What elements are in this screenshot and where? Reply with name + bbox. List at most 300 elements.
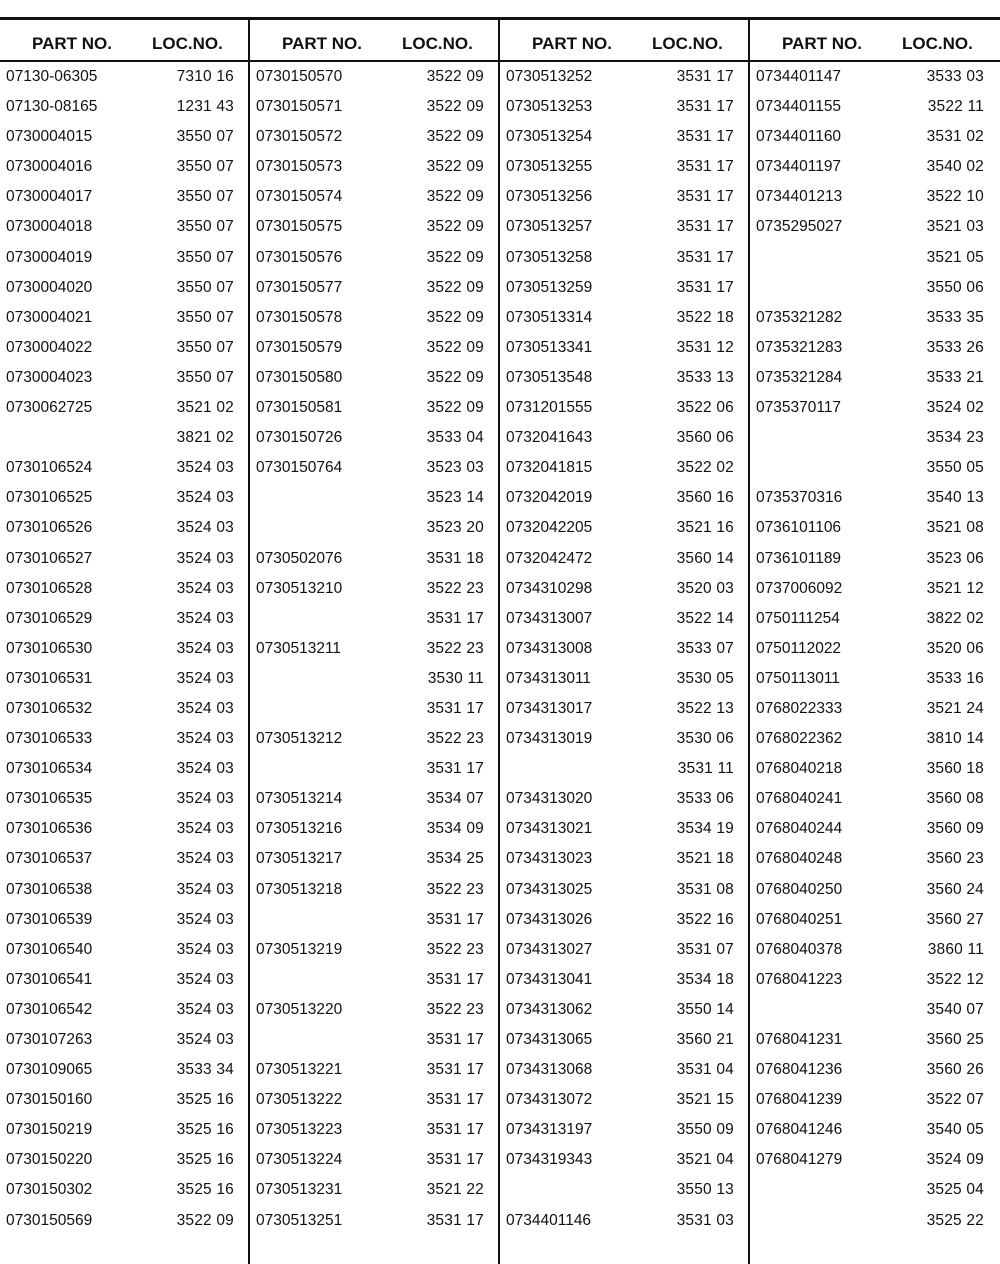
- table-column-4: [750, 0, 1000, 1264]
- part-number: 0730513253: [506, 98, 593, 116]
- location-number: 3522 09: [176, 1211, 234, 1229]
- part-number: 0768041246: [756, 1121, 843, 1139]
- location-number: 3522 23: [426, 1000, 484, 1018]
- location-number: 3522 09: [426, 308, 484, 326]
- part-number: 0730109065: [6, 1061, 93, 1079]
- part-number: 0734313011: [506, 669, 592, 687]
- location-number: 3522 23: [426, 880, 484, 898]
- location-number: 3560 18: [926, 760, 984, 778]
- table-row: [250, 154, 500, 184]
- table-row: [250, 546, 500, 576]
- part-number: 0734313019: [506, 730, 593, 748]
- part-number: 0735321282: [756, 308, 843, 326]
- location-number: 3540 05: [926, 1121, 984, 1139]
- table-row: [0, 877, 250, 907]
- part-number: 0736101106: [756, 519, 842, 537]
- part-number: 0730106541: [6, 970, 93, 988]
- part-number: 0730106537: [6, 850, 93, 868]
- location-number: 3531 12: [676, 338, 734, 356]
- part-number: 0734313041: [506, 970, 593, 988]
- table-row: [250, 214, 500, 244]
- table-row: [500, 395, 750, 425]
- table-row: [0, 154, 250, 184]
- part-number: 0768041223: [756, 970, 843, 988]
- table-row: [0, 696, 250, 726]
- table-row: [250, 1027, 500, 1057]
- location-number: 3531 04: [676, 1061, 734, 1079]
- table-row: [750, 937, 1000, 967]
- part-number: 0734401147: [756, 68, 842, 85]
- location-number: 3531 17: [426, 760, 484, 778]
- part-number: 0730513220: [256, 1000, 343, 1018]
- location-number: 3534 23: [926, 429, 984, 447]
- table-row: [750, 606, 1000, 636]
- part-number: 0750113011: [756, 669, 840, 687]
- part-number: 0768040251: [756, 910, 843, 928]
- table-row: [750, 1117, 1000, 1147]
- location-number: 3524 03: [176, 1000, 234, 1018]
- table-row: [250, 846, 500, 876]
- location-number: 1231 43: [176, 98, 234, 116]
- table-row: [250, 425, 500, 455]
- part-number: 0731201555: [506, 399, 593, 417]
- location-number: 3522 13: [676, 699, 734, 717]
- table-row: [0, 726, 250, 756]
- location-number: 3524 03: [176, 940, 234, 958]
- part-number: 0730150219: [6, 1121, 93, 1139]
- part-number: 0730106531: [6, 669, 93, 687]
- location-number: 3550 05: [926, 459, 984, 477]
- part-number: 0730513257: [506, 218, 593, 236]
- location-number: 3531 17: [426, 1121, 484, 1139]
- location-number: 3522 11: [927, 98, 984, 116]
- location-number: 3560 06: [676, 429, 734, 447]
- part-number: 0734313026: [506, 910, 593, 928]
- table-row: [500, 1177, 750, 1207]
- table-row: [750, 846, 1000, 876]
- location-number: 3550 07: [176, 248, 234, 266]
- table-row: [0, 786, 250, 816]
- location-number: 3524 03: [176, 910, 234, 928]
- location-number: 3522 09: [426, 158, 484, 176]
- location-number: 3540 13: [926, 489, 984, 507]
- part-number: 0734313023: [506, 850, 593, 868]
- location-number: 3525 16: [176, 1151, 234, 1169]
- table-row: [500, 816, 750, 846]
- part-number: 0730150581: [256, 399, 343, 417]
- table-row: [250, 245, 500, 275]
- table-row: [0, 576, 250, 606]
- table-row: [750, 1027, 1000, 1057]
- table-row: [250, 124, 500, 154]
- table-row: [750, 907, 1000, 937]
- table-row: [250, 726, 500, 756]
- location-number: 3522 09: [426, 98, 484, 116]
- part-number: 0735370316: [756, 489, 843, 507]
- location-number: 3560 26: [926, 1061, 984, 1079]
- table-row: [750, 154, 1000, 184]
- part-number: 0730150571: [256, 98, 343, 116]
- table-row: [750, 666, 1000, 696]
- table-row: [0, 275, 250, 305]
- table-row: [750, 546, 1000, 576]
- part-number: 0730150726: [256, 429, 343, 447]
- table-row: [250, 275, 500, 305]
- location-number: 3524 03: [176, 609, 234, 627]
- table-row: [500, 305, 750, 335]
- part-number: 0730513214: [256, 790, 343, 808]
- location-number: 3521 02: [176, 399, 234, 417]
- loc-no-header: LOC.NO.: [152, 34, 223, 53]
- part-number: 0768040378: [756, 940, 843, 958]
- table-row: [250, 696, 500, 726]
- location-number: 3522 09: [426, 68, 484, 85]
- table-row: [750, 636, 1000, 666]
- location-number: 3530 06: [676, 730, 734, 748]
- location-number: 3534 07: [426, 790, 484, 808]
- part-number: 0730513254: [506, 128, 593, 146]
- part-number: 0730106538: [6, 880, 93, 898]
- part-number: 0730513255: [506, 158, 593, 176]
- part-number: 0735370117: [756, 399, 842, 417]
- part-number: 0730150160: [6, 1091, 93, 1109]
- part-number: 0730150572: [256, 128, 343, 146]
- part-number: 0730004020: [6, 278, 93, 296]
- part-number: 0734313065: [506, 1031, 593, 1048]
- table-column-2: [250, 0, 500, 1264]
- location-number: 3522 09: [426, 128, 484, 146]
- part-number: 0768041236: [756, 1061, 843, 1079]
- location-number: 3550 07: [176, 218, 234, 236]
- table-row: [750, 786, 1000, 816]
- table-row: [750, 1208, 1000, 1238]
- location-number: 3522 10: [926, 188, 984, 206]
- location-number: 3822 02: [926, 609, 984, 627]
- location-number: 3524 03: [176, 730, 234, 748]
- location-number: 3531 17: [676, 98, 734, 116]
- location-number: 3550 07: [176, 158, 234, 176]
- loc-no-header: LOC.NO.: [652, 34, 723, 53]
- part-number: 0734313008: [506, 639, 593, 657]
- location-number: 3522 14: [676, 609, 734, 627]
- location-number: 3531 17: [676, 278, 734, 296]
- table-row: [750, 245, 1000, 275]
- location-number: 3524 03: [176, 459, 234, 477]
- location-number: 3530 05: [676, 669, 734, 687]
- table-row: [0, 1087, 250, 1117]
- location-number: 3530 11: [427, 669, 484, 687]
- table-row: [750, 124, 1000, 154]
- location-number: 3524 03: [176, 850, 234, 868]
- part-number: 0768022362: [756, 730, 843, 748]
- location-number: 3522 09: [426, 218, 484, 236]
- part-number: 0732042205: [506, 519, 593, 537]
- table-row: [0, 425, 250, 455]
- location-number: 3523 14: [426, 489, 484, 507]
- part-number: 0730513212: [256, 730, 343, 748]
- part-number: 0730106536: [6, 820, 93, 838]
- table-row: [500, 877, 750, 907]
- part-number: 0730513258: [506, 248, 593, 266]
- table-row: [500, 335, 750, 365]
- location-number: 3522 09: [426, 248, 484, 266]
- table-row: [0, 395, 250, 425]
- location-number: 3525 04: [926, 1181, 984, 1199]
- part-number: 0734313027: [506, 940, 593, 958]
- part-number: 0730513216: [256, 820, 343, 838]
- table-row: [0, 245, 250, 275]
- table-row: [250, 1117, 500, 1147]
- part-number: 0730004021: [6, 308, 93, 326]
- location-number: 3524 03: [176, 760, 234, 778]
- table-row: [750, 756, 1000, 786]
- location-number: 3524 03: [176, 970, 234, 988]
- location-number: 3521 18: [676, 850, 734, 868]
- location-number: 3540 07: [926, 1000, 984, 1018]
- part-number: 0730106526: [6, 519, 93, 537]
- table-row: [750, 305, 1000, 335]
- location-number: 3531 17: [426, 1091, 484, 1109]
- part-number: 0734313021: [506, 820, 593, 838]
- part-number: 0730106533: [6, 730, 93, 748]
- location-number: 3524 03: [176, 579, 234, 597]
- table-row: [500, 214, 750, 244]
- part-number: 0730106529: [6, 609, 93, 627]
- location-number: 3533 07: [676, 639, 734, 657]
- table-row: [250, 335, 500, 365]
- location-number: 3522 23: [426, 639, 484, 657]
- part-number: 0730150578: [256, 308, 343, 326]
- table-row: [750, 214, 1000, 244]
- part-number: 0730062725: [6, 399, 93, 417]
- part-number: 0734313007: [506, 609, 593, 627]
- location-number: 3560 14: [676, 549, 734, 567]
- table-row: [750, 94, 1000, 124]
- table-row: [500, 365, 750, 395]
- table-row: [250, 305, 500, 335]
- part-number: 0730150575: [256, 218, 343, 236]
- table-row: [500, 967, 750, 997]
- loc-no-header: LOC.NO.: [902, 34, 973, 53]
- location-number: 3531 17: [426, 970, 484, 988]
- table-row: [250, 636, 500, 666]
- location-number: 3522 18: [676, 308, 734, 326]
- part-number: 0730106524: [6, 459, 93, 477]
- part-number: 0735295027: [756, 218, 843, 236]
- table-row: [250, 1087, 500, 1117]
- part-number: 0730106540: [6, 940, 93, 958]
- part-number: 0730004015: [6, 128, 93, 146]
- location-number: 3531 17: [426, 1211, 484, 1229]
- column-header: [500, 34, 750, 56]
- location-number: 3534 25: [426, 850, 484, 868]
- table-row: [0, 1027, 250, 1057]
- part-number: 0730106535: [6, 790, 93, 808]
- location-number: 7310 16: [176, 68, 234, 85]
- location-number: 3524 03: [176, 669, 234, 687]
- table-row: [750, 1057, 1000, 1087]
- part-number: 0730150302: [6, 1181, 93, 1199]
- part-number: 0730004016: [6, 158, 93, 176]
- table-row: [750, 515, 1000, 545]
- table-row: [500, 485, 750, 515]
- table-row: [0, 365, 250, 395]
- part-number: 0730106539: [6, 910, 93, 928]
- location-number: 3533 34: [176, 1061, 234, 1079]
- table-row: [0, 1057, 250, 1087]
- location-number: 3531 02: [926, 128, 984, 146]
- location-number: 3520 06: [926, 639, 984, 657]
- location-number: 3522 09: [426, 368, 484, 386]
- location-number: 3560 25: [926, 1031, 984, 1048]
- location-number: 3521 12: [926, 579, 984, 597]
- location-number: 3521 15: [676, 1091, 734, 1109]
- location-number: 3560 21: [676, 1031, 734, 1048]
- table-row: [250, 967, 500, 997]
- part-number: 0768041239: [756, 1091, 843, 1109]
- location-number: 3531 17: [426, 699, 484, 717]
- table-row: [500, 455, 750, 485]
- part-number: 0730513217: [256, 850, 343, 868]
- location-number: 3531 17: [426, 609, 484, 627]
- table-row: [750, 1147, 1000, 1177]
- location-number: 3522 09: [426, 338, 484, 356]
- table-row: [500, 786, 750, 816]
- part-number: 0734313025: [506, 880, 593, 898]
- part-number: 0730513548: [506, 368, 593, 386]
- part-number: 0730004019: [6, 248, 93, 266]
- location-number: 3550 07: [176, 278, 234, 296]
- location-number: 3533 06: [676, 790, 734, 808]
- part-number: 0734313072: [506, 1091, 593, 1109]
- table-row: [0, 816, 250, 846]
- location-number: 3524 03: [176, 489, 234, 507]
- part-number: 0734401160: [756, 128, 842, 146]
- location-number: 3520 03: [676, 579, 734, 597]
- table-row: [750, 696, 1000, 726]
- location-number: 3525 16: [176, 1181, 234, 1199]
- part-number: 0732041815: [506, 459, 593, 477]
- table-row: [500, 1147, 750, 1177]
- part-no-header: PART NO.: [32, 34, 112, 53]
- part-number: 0730106527: [6, 549, 93, 567]
- part-number: 0750112022: [756, 639, 842, 657]
- part-number: 0735321284: [756, 368, 843, 386]
- table-row: [500, 94, 750, 124]
- part-number: 0730106525: [6, 489, 93, 507]
- location-number: 3533 16: [926, 669, 984, 687]
- table-row: [750, 576, 1000, 606]
- location-number: 3531 17: [676, 188, 734, 206]
- part-number: 0734313020: [506, 790, 593, 808]
- part-number: 0732042019: [506, 489, 593, 507]
- location-number: 3524 03: [176, 880, 234, 898]
- part-number: 0730150580: [256, 368, 343, 386]
- location-number: 3533 04: [426, 429, 484, 447]
- part-number: 0730513341: [506, 338, 593, 356]
- table-row: [250, 997, 500, 1027]
- table-row: [500, 425, 750, 455]
- part-number: 0730150574: [256, 188, 343, 206]
- table-row: [750, 64, 1000, 94]
- part-number: 0734319343: [506, 1151, 593, 1169]
- table-row: [0, 1147, 250, 1177]
- table-row: [500, 937, 750, 967]
- location-number: 3524 02: [926, 399, 984, 417]
- table-row: [750, 365, 1000, 395]
- part-number: 0768040218: [756, 760, 843, 778]
- part-number: 0768040241: [756, 790, 843, 808]
- location-number: 3522 09: [426, 278, 484, 296]
- table-row: [250, 937, 500, 967]
- table-row: [250, 515, 500, 545]
- table-row: [500, 606, 750, 636]
- location-number: 3534 09: [426, 820, 484, 838]
- part-number: 0730004018: [6, 218, 93, 236]
- table-rows: [750, 64, 1000, 1238]
- table-row: [0, 546, 250, 576]
- table-row: [0, 907, 250, 937]
- location-number: 3533 03: [926, 68, 984, 85]
- location-number: 3550 07: [176, 128, 234, 146]
- location-number: 3560 23: [926, 850, 984, 868]
- table-row: [500, 245, 750, 275]
- part-number: 0730107263: [6, 1031, 93, 1048]
- table-row: [0, 846, 250, 876]
- table-row: [250, 184, 500, 214]
- part-number: 0734401146: [506, 1211, 592, 1229]
- part-number: 0732041643: [506, 429, 593, 447]
- table-row: [500, 1208, 750, 1238]
- part-no-header: PART NO.: [532, 34, 612, 53]
- location-number: 3523 03: [426, 459, 484, 477]
- location-number: 3521 22: [426, 1181, 484, 1199]
- part-number: 0735321283: [756, 338, 843, 356]
- table-row: [250, 816, 500, 846]
- part-number: 0730150220: [6, 1151, 93, 1169]
- location-number: 3534 19: [676, 820, 734, 838]
- table-row: [0, 455, 250, 485]
- loc-no-header: LOC.NO.: [402, 34, 473, 53]
- location-number: 3524 03: [176, 790, 234, 808]
- table-row: [500, 666, 750, 696]
- table-row: [0, 124, 250, 154]
- table-row: [250, 365, 500, 395]
- location-number: 3531 03: [676, 1211, 734, 1229]
- table-row: [750, 877, 1000, 907]
- table-row: [500, 907, 750, 937]
- location-number: 3521 03: [926, 218, 984, 236]
- table-row: [500, 1087, 750, 1117]
- table-row: [750, 726, 1000, 756]
- table-rows: [500, 64, 750, 1238]
- table-row: [250, 455, 500, 485]
- location-number: 3531 17: [676, 128, 734, 146]
- part-number: 0734313062: [506, 1000, 593, 1018]
- part-number: 0732042472: [506, 549, 593, 567]
- location-number: 3524 03: [176, 699, 234, 717]
- part-number: 0730004017: [6, 188, 93, 206]
- table-row: [0, 756, 250, 786]
- part-number: 0736101189: [756, 549, 842, 567]
- table-row: [0, 1117, 250, 1147]
- table-row: [750, 485, 1000, 515]
- part-number: 0730150579: [256, 338, 343, 356]
- location-number: 3521 05: [926, 248, 984, 266]
- table-row: [500, 1057, 750, 1087]
- location-number: 3523 20: [426, 519, 484, 537]
- part-number: 0730513222: [256, 1091, 343, 1109]
